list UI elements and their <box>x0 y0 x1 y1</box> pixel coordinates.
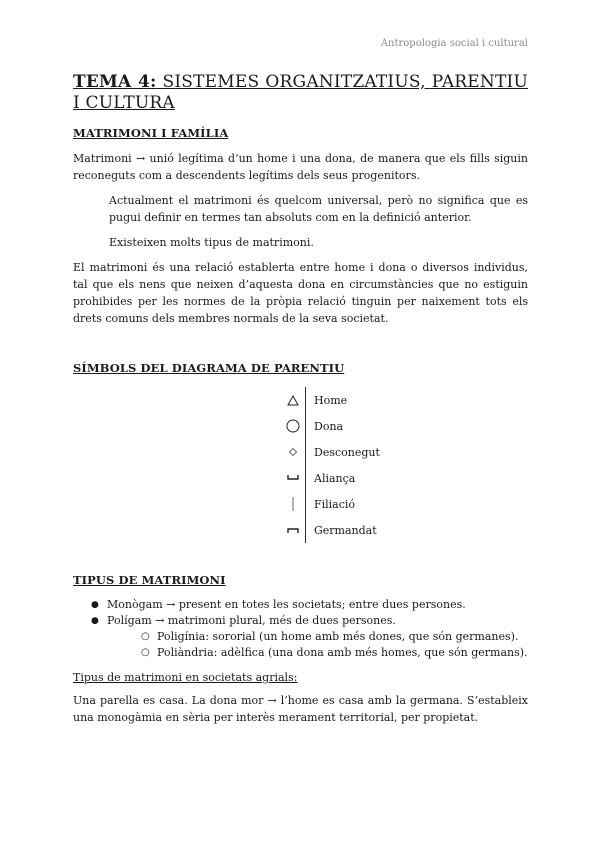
paragraph-universal: Actualment el matrimoni és quelcom universal, però no significa que es pugui definir en termes tan absoluts com en la definició anterior. <box>109 194 528 224</box>
paragraph-types: Existeixen molts tipus de matrimoni. <box>109 236 314 249</box>
symbol-row <box>281 491 528 517</box>
document-body <box>73 72 528 734</box>
symbol-label: Germandat <box>305 517 377 543</box>
circle-icon <box>281 413 305 439</box>
triangle-icon <box>281 387 305 413</box>
kinship-symbols-table <box>281 387 528 543</box>
title-rest: SISTEMES ORGANITZATIUS, PARENTIU I CULTURA <box>73 72 528 113</box>
symbol-label: Desconegut <box>305 439 380 465</box>
subheading-agrarian: Tipus de matrimoni en societats agrials: <box>73 671 298 684</box>
sub-list-item: ○ Poligínia: sororial (un home amb més dones, que són germanes). <box>143 629 528 645</box>
diamond-icon <box>281 439 305 465</box>
running-header: Antropologia social i cultural <box>380 38 528 49</box>
polygamy-sublist <box>107 629 528 661</box>
alliance-icon <box>281 465 305 491</box>
section-heading-symbols: SÍMBOLS DEL DIAGRAMA DE PARENTIU <box>73 361 345 375</box>
siblings-icon <box>281 517 305 543</box>
filiation-icon <box>281 491 305 517</box>
marriage-types-list <box>73 597 528 661</box>
page-title <box>73 72 528 114</box>
symbol-label: Home <box>305 387 347 413</box>
list-item-text: Polígam → matrimoni plural, més de dues persones. <box>107 614 396 627</box>
list-item <box>93 613 528 661</box>
section-heading-matrimoni: MATRIMONI I FAMÍLIA <box>73 126 229 140</box>
title-tema: TEMA 4: <box>73 72 157 92</box>
symbol-label: Aliança <box>305 465 355 491</box>
paragraph-agrarian: Una parella es casa. La dona mor → l’home es casa amb la germana. S’estableix una monogàmia en sèria per interès merament territorial, per propietat. <box>73 694 528 724</box>
list-item: ● Monògam → present en totes les societats; entre dues persones. <box>93 597 528 613</box>
sub-list-item: ○ Poliàndria: adèlfica (una dona amb més homes, que són germans). <box>143 645 528 661</box>
paragraph-definition: Matrimoni → unió legítima d’un home i una dona, de manera que els fills siguin reconeguts com a descendents legítims dels seus progenitors. <box>73 152 528 182</box>
symbol-row <box>281 387 528 413</box>
symbol-row <box>281 439 528 465</box>
paragraph-relation: El matrimoni és una relació establerta entre home i dona o diversos individus, tal que els nens que neixen d’aquesta dona en circumstàncies que no estiguin prohibides per les normes de la pròpia relació tinguin per naixement tots els drets comuns dels membres normals de la seva societat. <box>73 261 528 325</box>
symbol-row <box>281 517 528 543</box>
section-heading-tipus: TIPUS DE MATRIMONI <box>73 573 226 587</box>
symbol-row <box>281 465 528 491</box>
symbol-label: Dona <box>305 413 343 439</box>
symbol-row <box>281 413 528 439</box>
symbol-label: Filiació <box>305 491 355 517</box>
